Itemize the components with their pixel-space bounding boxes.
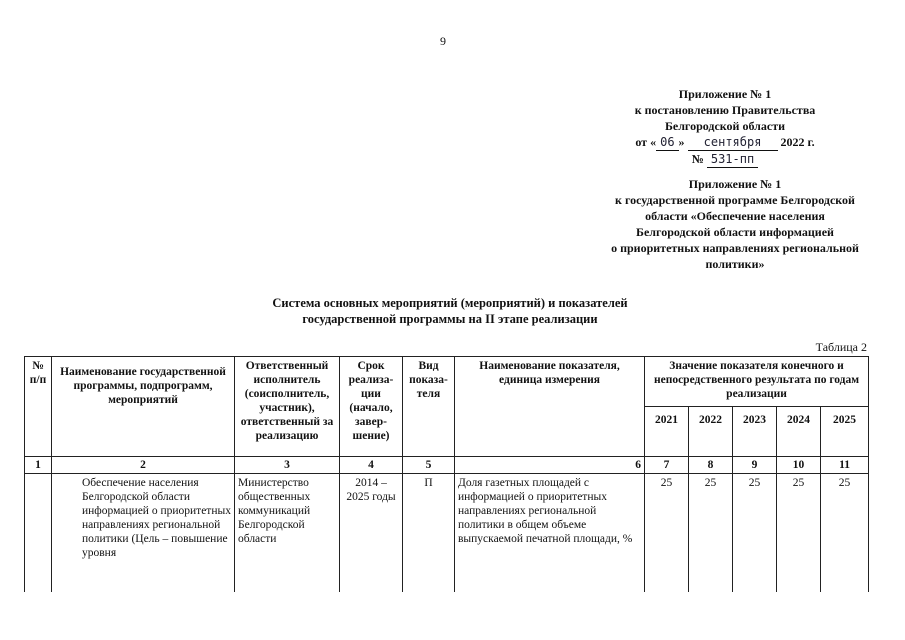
appendix-program-block <box>590 176 880 272</box>
header-year-2025: 2025 <box>821 407 869 457</box>
document-title <box>200 295 700 327</box>
appendix-decree-line1: Приложение № 1 <box>678 87 772 101</box>
appendix-decree-line2: к постановлению Правительства <box>634 103 816 117</box>
document-title-line1: Система основных мероприятий (мероприятий) и показателей <box>272 296 628 310</box>
index-cell: 7 <box>645 457 689 474</box>
header-name: Наименование государственной программы, подпрограмм, мероприятий <box>52 357 235 457</box>
row-value-2024: 25 <box>777 474 821 592</box>
header-period: Срок реализа-ции (начало, завер-шение) <box>340 357 403 457</box>
index-cell: 8 <box>689 457 733 474</box>
date-day: 06 <box>656 134 678 151</box>
appendix-program-line3: области «Обеспечение населения <box>645 209 825 223</box>
appendix-decree-block <box>610 86 840 168</box>
row-period-cell: 2014 – 2025 годы <box>340 474 403 592</box>
appendix-program-line5: о приоритетных направлениях региональной <box>611 241 859 255</box>
row-value-2023: 25 <box>733 474 777 592</box>
index-cell: 10 <box>777 457 821 474</box>
index-cell: 2 <box>52 457 235 474</box>
date-year: 2022 г. <box>780 135 815 149</box>
header-row-1 <box>25 357 869 407</box>
appendix-program-line4: Белгородской области информацией <box>636 225 834 239</box>
header-indicator: Наименование показателя, единица измерения <box>455 357 645 457</box>
row-name-cell: Обеспечение населения Белгородской области информацией о приоритетных направлениях региональной политики (Цель – повышение уровня <box>52 474 235 592</box>
document-title-line2: государственной программы на II этапе реализации <box>302 312 598 326</box>
date-month: сентября <box>688 134 778 151</box>
appendix-decree-line3: Белгородской области <box>664 119 786 133</box>
index-cell: 1 <box>25 457 52 474</box>
header-year-2023: 2023 <box>733 407 777 457</box>
index-cell: 3 <box>235 457 340 474</box>
header-type: Вид показа-теля <box>403 357 455 457</box>
index-cell: 6 <box>455 457 645 474</box>
row-value-2021: 25 <box>645 474 689 592</box>
appendix-program-line2: к государственной программе Белгородской <box>615 193 855 207</box>
decree-number: 531-пп <box>707 151 758 168</box>
date-prefix: от « <box>635 135 657 149</box>
header-year-2024: 2024 <box>777 407 821 457</box>
row-executor-cell: Министерство общественных коммуникаций Белгородской области <box>235 474 340 592</box>
header-year-2022: 2022 <box>689 407 733 457</box>
row-type-cell: П <box>403 474 455 592</box>
appendix-program-line6: политики» <box>705 257 765 271</box>
row-value-2022: 25 <box>689 474 733 592</box>
header-executor: Ответственный исполнитель (соисполнитель, участник), ответственный за реализацию <box>235 357 340 457</box>
table-caption: Таблица 2 <box>815 340 867 354</box>
appendix-program-line1: Приложение № 1 <box>688 177 782 191</box>
index-row <box>25 457 869 474</box>
date-sep: » <box>678 135 685 149</box>
table-row <box>25 474 869 592</box>
header-num: № п/п <box>25 357 52 457</box>
index-cell: 9 <box>733 457 777 474</box>
header-year-2021: 2021 <box>645 407 689 457</box>
index-cell: 11 <box>821 457 869 474</box>
row-num-cell <box>25 474 52 592</box>
decree-date-line <box>635 134 814 151</box>
page-number: 9 <box>440 34 446 48</box>
row-value-2025: 25 <box>821 474 869 592</box>
measures-table <box>24 356 869 592</box>
index-cell: 5 <box>403 457 455 474</box>
index-cell: 4 <box>340 457 403 474</box>
decree-number-line <box>610 151 840 168</box>
number-prefix: № <box>691 152 704 166</box>
header-values-group: Значение показателя конечного и непосредственного результата по годам реализации <box>645 357 869 407</box>
row-indicator-cell: Доля газетных площадей с информацией о приоритетных направлениях региональной политики в общем объеме выпускаемой печатной площади, % <box>455 474 645 592</box>
